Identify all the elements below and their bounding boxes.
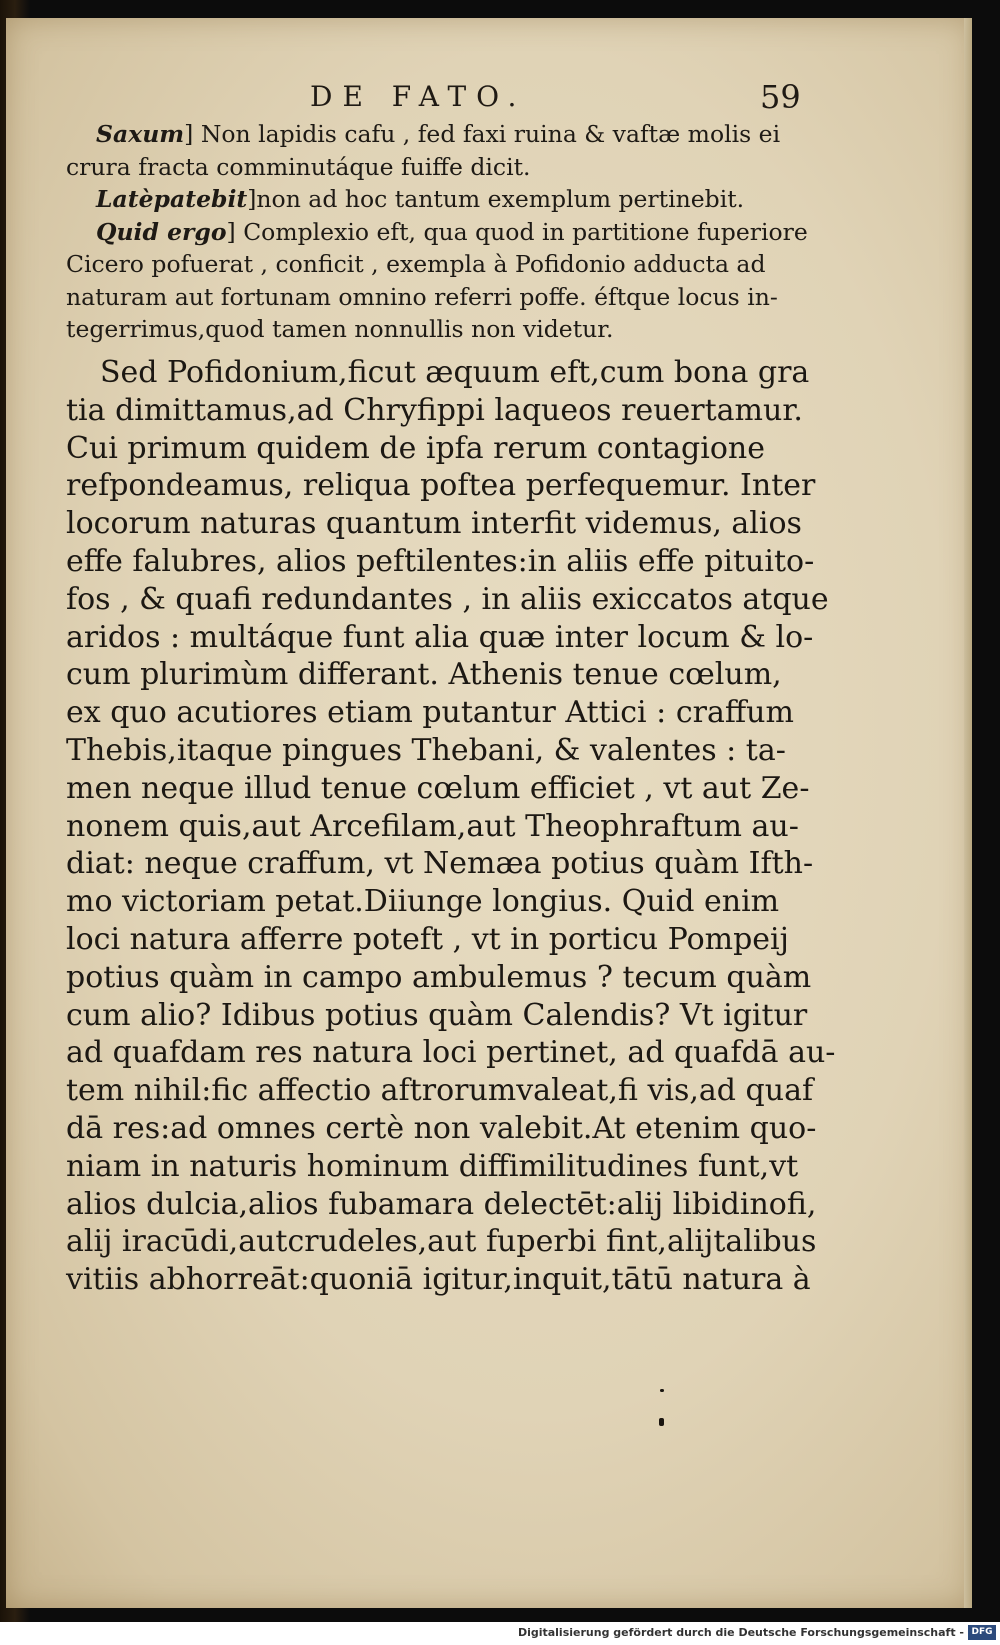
- text-line: fos , & quafi redundantes , in aliis exiccatos atque: [66, 581, 829, 617]
- commentary-lemma: Saxum: [96, 120, 185, 148]
- text-line: aridos : multáque funt alia quæ inter locum & lo-: [66, 619, 814, 655]
- text-line: diat: neque craffum, vt Nemæa potius quàm Ifth-: [66, 846, 814, 882]
- text-line: potius quàm in campo ambulemus ? tecum quàm: [66, 959, 812, 995]
- commentary-text: crura fracta comminutáque fuiffe dicit.: [66, 152, 531, 181]
- commentary-line: [66, 313, 806, 346]
- commentary-text: Cicero pofuerat , conficit , exempla à Pofidonio adducta ad: [66, 250, 766, 278]
- commentary-line: [66, 118, 806, 151]
- lemma-bracket: ]: [226, 217, 236, 246]
- page-header: [310, 78, 810, 118]
- text-line: Thebis,itaque pingues Thebani, & valentes : ta-: [66, 732, 786, 768]
- commentary-line: [66, 281, 806, 314]
- text-line: tia dimittamus,ad Chryfippi laqueos reuertamur.: [66, 392, 803, 428]
- text-line: alios dulcia,alios fubamara delectēt:alij libidinofi,: [66, 1186, 817, 1222]
- commentary-text: Complexio eft, qua quod in partitione fuperiore: [243, 217, 808, 246]
- text-line: cum plurimùm differant. Athenis tenue cœlum,: [66, 657, 782, 693]
- text-line: alij iracūdi,autcrudeles,aut fuperbi fint,alijtalibus: [66, 1224, 817, 1260]
- lemma-bracket: ]: [247, 185, 257, 213]
- commentary-line: [66, 248, 806, 281]
- running-head: DE FATO.: [310, 80, 527, 113]
- commentary-line: [66, 183, 806, 216]
- funding-notice: Digitalisierung gefördert durch die Deutsche Forschungsgemeinschaft -: [517, 1626, 964, 1639]
- commentary-text: non ad hoc tantum exemplum pertinebit.: [256, 185, 745, 213]
- text-line: tem nihil:fic affectio aftrorumvaleat,fi vis,ad quaf: [66, 1073, 814, 1109]
- text-line: dā res:ad omnes certè non valebit.At etenim quo-: [66, 1110, 817, 1146]
- text-line: ex quo acutiores etiam putantur Attici : craffum: [66, 695, 794, 731]
- text-line: ad quafdam res natura loci pertinet, ad quafdā au-: [66, 1035, 836, 1071]
- page-edge: [964, 18, 972, 1608]
- text-line: refpondeamus, reliqua poftea perfequemur. Inter: [66, 468, 816, 504]
- ink-speck: [659, 1418, 664, 1426]
- commentary-lemma: Quid ergo: [96, 217, 227, 246]
- commentary-notes: [66, 118, 806, 346]
- lemma-bracket: ]: [184, 120, 194, 148]
- text-line: effe falubres, alios peftilentes:in aliis effe pituito-: [66, 543, 815, 579]
- commentary-text: Non lapidis cafu , fed faxi ruina & vaftæ molis ei: [200, 120, 781, 148]
- text-line: mo victoriam petat.Diiunge longius. Quid enim: [66, 884, 780, 920]
- text-line: niam in naturis hominum diffimilitudines funt,vt: [66, 1148, 799, 1184]
- main-text-block: [66, 354, 836, 1299]
- text-line: Sed Pofidonium,ficut æquum eft,cum bona gra: [100, 355, 810, 390]
- text-line: locorum naturas quantum interfit videmus, alios: [66, 506, 802, 542]
- text-line: vitiis abhorreāt:quoniā igitur,inquit,tātū natura à: [66, 1262, 811, 1298]
- commentary-line: [66, 216, 806, 249]
- page-number: 59: [760, 78, 801, 116]
- commentary-line: [66, 151, 806, 184]
- commentary-text: tegerrimus,quod tamen nonnullis non videtur.: [66, 315, 614, 343]
- ink-speck: [660, 1389, 664, 1392]
- digitization-footer: [0, 1622, 1000, 1645]
- text-line: cum alio? Idibus potius quàm Calendis? Vt igitur: [66, 997, 808, 1033]
- text-line: loci natura afferre poteft , vt in porticu Pompeij: [66, 921, 789, 957]
- text-line: men neque illud tenue cœlum efficiet , vt aut Ze-: [66, 770, 810, 806]
- text-line: nonem quis,aut Arcefilam,aut Theophraftum au-: [66, 808, 799, 844]
- commentary-text: naturam aut fortunam omnino referri poffe. éftque locus in-: [66, 282, 778, 311]
- commentary-lemma: Latèpatebit: [96, 185, 248, 213]
- text-line: Cui primum quidem de ipfa rerum contagione: [66, 430, 765, 466]
- dfg-logo: DFG: [968, 1625, 996, 1640]
